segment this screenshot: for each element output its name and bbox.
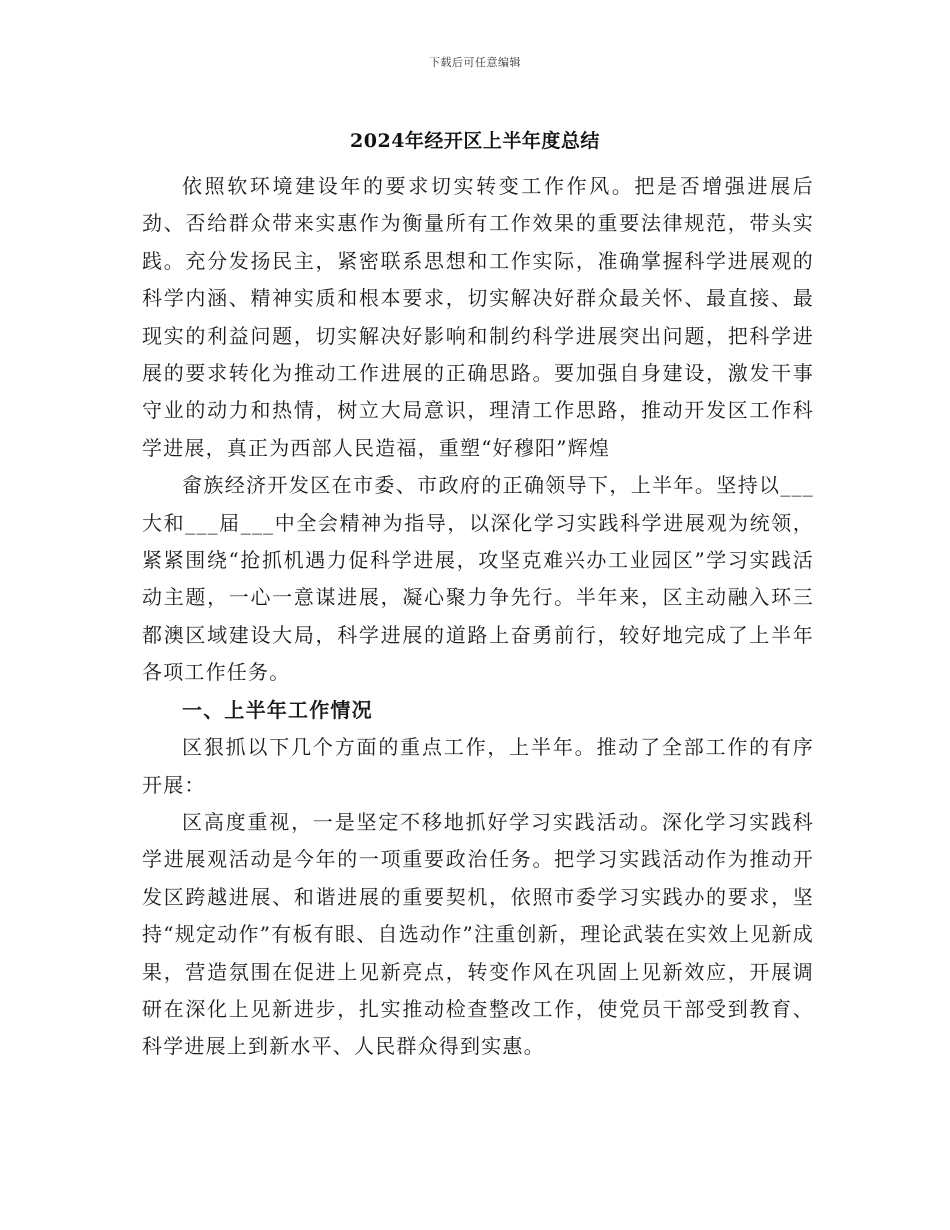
paragraph-3: 区狠抓以下几个方面的重点工作，上半年。推动了全部工作的有序开展： bbox=[142, 735, 814, 797]
document-title: 2024年经开区上半年度总结 bbox=[350, 130, 600, 152]
header-note: 下载后可任意编辑 bbox=[429, 56, 521, 69]
document-body bbox=[142, 168, 814, 1066]
paragraph-1: 依照软环境建设年的要求切实转变工作作风。把是否增强进展后劲、否给群众带来实惠作为衡量所有工作效果的重要法律规范，带头实践。充分发扬民主，紧密联系思想和工作实际，准确掌握科学进展观的科学内涵、精神实质和根本要求，切实解决好群众最关怀、最直接、最现实的利益问题，切实解决好影响和制约科学进展突出问题，把科学进展的要求转化为推动工作进展的正确思路。要加强自身建设，激发干事守业的动力和热情，树立大局意识，理清工作思路，推动开发区工作科学进展，真正为西部人民造福，重塑“好穆阳”辉煌 bbox=[142, 174, 814, 460]
paragraph-4: 区高度重视，一是坚定不移地抓好学习实践活动。深化学习实践科学进展观活动是今年的一项重要政治任务。把学习实践活动作为推动开发区跨越进展、和谐进展的重要契机，依照市委学习实践办的要求，坚持“规定动作”有板有眼、自选动作”注重创新，理论武装在实效上见新成果，营造氛围在促进上见新亮点，转变作风在巩固上见新效应，开展调研在深化上见新进步，扎实推动检查整改工作，使党员干部受到教育、科学进展上到新水平、人民群众得到实惠。 bbox=[142, 809, 814, 1059]
paragraph-2: 畲族经济开发区在市委、市政府的正确领导下，上半年。坚持以___大和___届___中全会精神为指导，以深化学习实践科学进展观为统领，紧紧围绕“抢抓机遇力促科学进展，攻坚克难兴办工业园区”学习实践活动主题，一心一意谋进展，凝心聚力争先行。半年来，区主动融入环三都澳区域建设大局，科学进展的道路上奋勇前行，较好地完成了上半年各项工作任务。 bbox=[142, 473, 814, 685]
section-heading: 一、上半年工作情况 bbox=[182, 697, 373, 722]
